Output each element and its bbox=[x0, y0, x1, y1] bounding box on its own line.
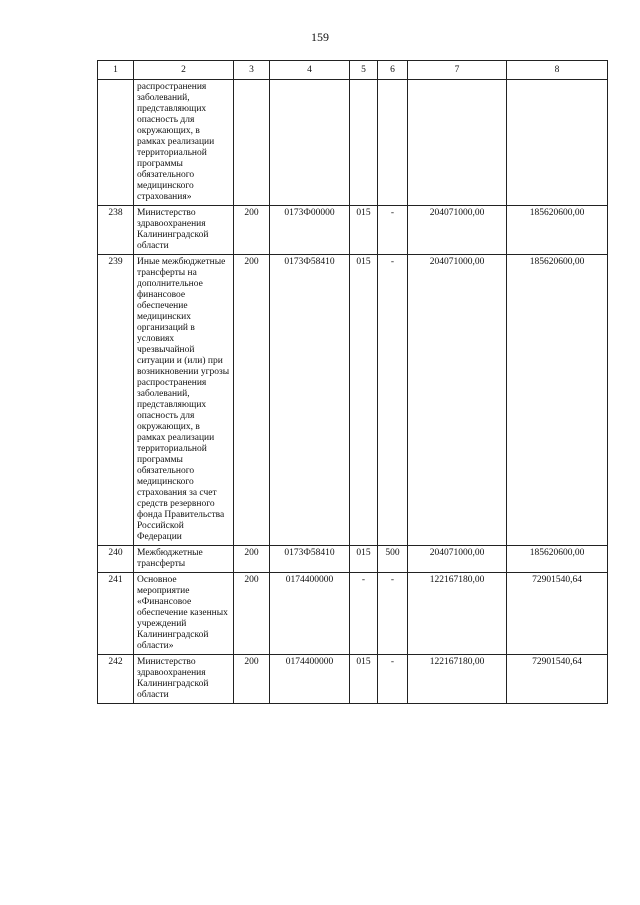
row-number: 242 bbox=[98, 655, 134, 704]
row-col3: 200 bbox=[234, 573, 270, 655]
row-number: 239 bbox=[98, 255, 134, 546]
header-cell: 8 bbox=[507, 61, 608, 80]
row-col5: 015 bbox=[350, 655, 378, 704]
row-col6: 500 bbox=[378, 546, 408, 573]
row-code: 0174400000 bbox=[270, 655, 350, 704]
row-col3 bbox=[234, 80, 270, 206]
row-amount-1: 122167180,00 bbox=[408, 655, 507, 704]
table-row bbox=[98, 255, 608, 546]
row-col6: - bbox=[378, 655, 408, 704]
row-amount-2: 185620600,00 bbox=[507, 206, 608, 255]
row-name: Межбюджетные трансферты bbox=[134, 546, 234, 573]
page-number: 159 bbox=[311, 30, 329, 44]
table-row bbox=[98, 206, 608, 255]
table-row bbox=[98, 573, 608, 655]
row-amount-2 bbox=[507, 80, 608, 206]
row-col5 bbox=[350, 80, 378, 206]
header-cell: 3 bbox=[234, 61, 270, 80]
row-col5: 015 bbox=[350, 255, 378, 546]
header-cell: 4 bbox=[270, 61, 350, 80]
row-amount-2: 185620600,00 bbox=[507, 255, 608, 546]
row-number bbox=[98, 80, 134, 206]
row-number: 240 bbox=[98, 546, 134, 573]
table-header-row bbox=[98, 61, 608, 80]
row-amount-1: 122167180,00 bbox=[408, 573, 507, 655]
row-code: 0173Ф58410 bbox=[270, 546, 350, 573]
header-cell: 6 bbox=[378, 61, 408, 80]
row-number: 238 bbox=[98, 206, 134, 255]
row-col6: - bbox=[378, 255, 408, 546]
table-row bbox=[98, 655, 608, 704]
row-name: Иные межбюджетные трансферты на дополнительное финансовое обеспечение медицинских организаций в условиях чрезвычайной ситуации и (или) при возникновении угрозы распространения заболеваний, представляющих опасность для окружающих, в рамках реализации территориальной программы обязательного медицинского страхования за счет средств резервного фонда Правительства Российской Федерации bbox=[134, 255, 234, 546]
row-name: Основное мероприятие «Финансовое обеспечение казенных учреждений Калининградской области» bbox=[134, 573, 234, 655]
header-cell: 1 bbox=[98, 61, 134, 80]
row-col5: 015 bbox=[350, 206, 378, 255]
header-cell: 2 bbox=[134, 61, 234, 80]
row-col3: 200 bbox=[234, 206, 270, 255]
row-amount-1: 204071000,00 bbox=[408, 255, 507, 546]
row-amount-2: 185620600,00 bbox=[507, 546, 608, 573]
row-code bbox=[270, 80, 350, 206]
row-name: Министерство здравоохранения Калининградской области bbox=[134, 206, 234, 255]
row-col5: - bbox=[350, 573, 378, 655]
table-row bbox=[98, 80, 608, 206]
row-amount-1: 204071000,00 bbox=[408, 206, 507, 255]
row-code: 0173Ф58410 bbox=[270, 255, 350, 546]
row-number: 241 bbox=[98, 573, 134, 655]
row-col6 bbox=[378, 80, 408, 206]
row-col6: - bbox=[378, 206, 408, 255]
row-name: распространения заболеваний, представляющих опасность для окружающих, в рамках реализации территориальной программы обязательного медицинского страхования» bbox=[134, 80, 234, 206]
row-amount-2: 72901540,64 bbox=[507, 655, 608, 704]
row-col3: 200 bbox=[234, 546, 270, 573]
row-amount-1: 204071000,00 bbox=[408, 546, 507, 573]
table-row bbox=[98, 546, 608, 573]
row-amount-1 bbox=[408, 80, 507, 206]
budget-table bbox=[97, 60, 608, 704]
row-name: Министерство здравоохранения Калининградской области bbox=[134, 655, 234, 704]
row-col3: 200 bbox=[234, 255, 270, 546]
row-code: 0174400000 bbox=[270, 573, 350, 655]
row-col3: 200 bbox=[234, 655, 270, 704]
row-col5: 015 bbox=[350, 546, 378, 573]
row-col6: - bbox=[378, 573, 408, 655]
header-cell: 7 bbox=[408, 61, 507, 80]
row-amount-2: 72901540,64 bbox=[507, 573, 608, 655]
row-code: 0173Ф00000 bbox=[270, 206, 350, 255]
header-cell: 5 bbox=[350, 61, 378, 80]
